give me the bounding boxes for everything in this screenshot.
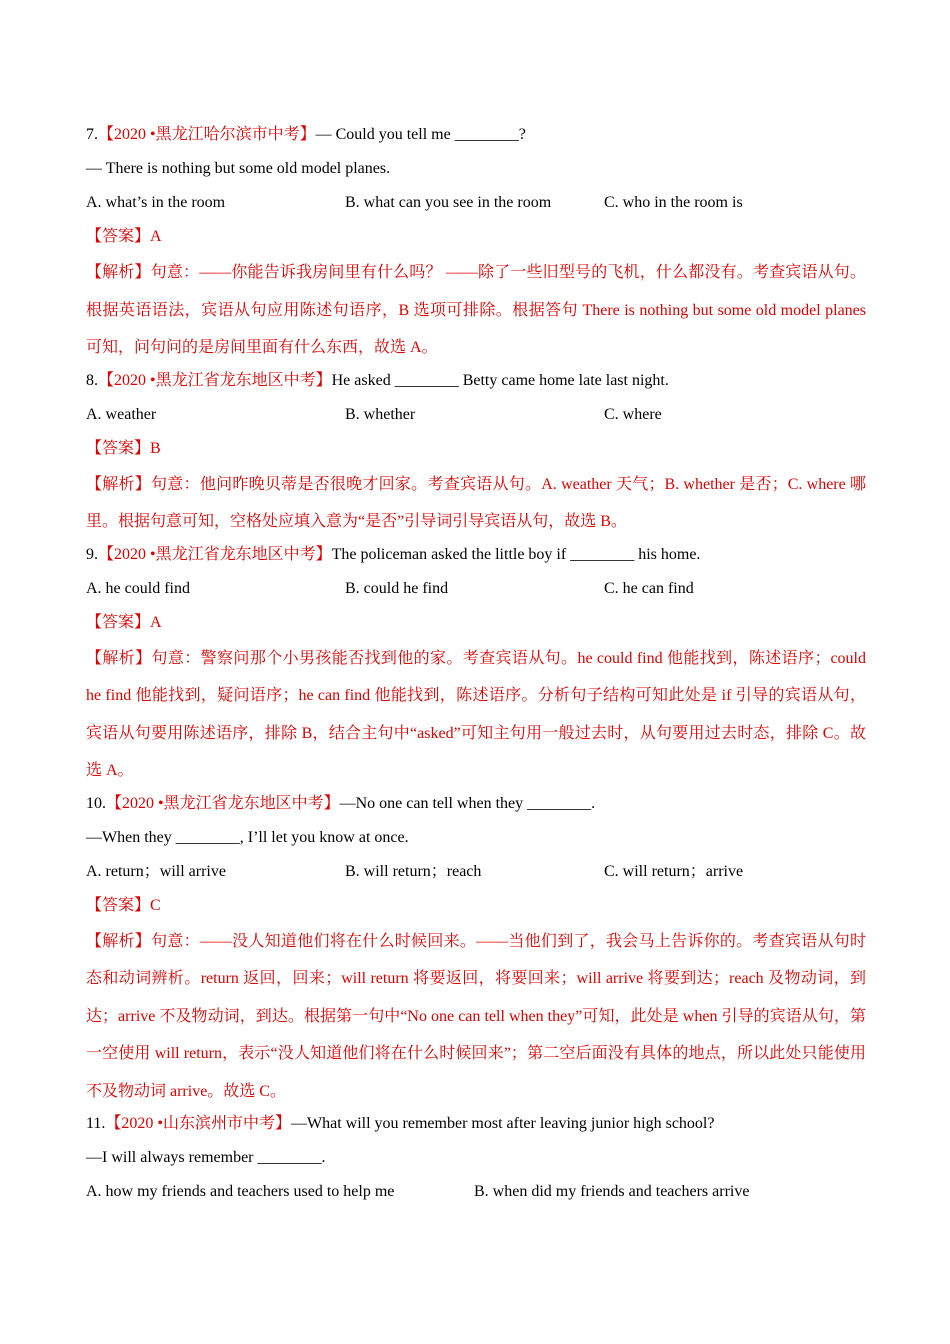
source-tag: 【2020 •山东滨州市中考】 [105,1115,292,1132]
question-stem: The policeman asked the little boy if ________ his home. [331,545,701,563]
analysis: 【解析】句意：——没人知道他们将在什么时候回来。——当他们到了，我会马上告诉你的。考查宾语从句时态和动词辨析。return 返回，回来；will return 将要返回，将要回来；will arrive 将要到达；reach 及物动词，到达；arrive 不及物动词，到达。根据第一句中“No one can tell when they”可知，此处是 when 引导的宾语从句，第一空使用 will return，表示“没人知道他们将在什么时候回来”；第二空后面没有具体的地点，所以此处只能使用不及物动词 arrive。故选 C。 [86,932,866,1100]
question-number: 11. [86,1115,106,1132]
option-a: A. how my friends and teachers used to help me [86,1183,395,1200]
question-9 [86,538,866,572]
dialogue-line: —When they ________, I’ll let you know at once. [86,828,409,846]
answer: 【答案】A [86,228,162,245]
analysis: 【解析】句意：警察问那个小男孩能否找到他的家。考查宾语从句。he could find 他能找到，陈述语序；could he find 他能找到，疑问语序；he can find 他能找到，陈述语序。分析句子结构可知此处是 if 引导的宾语从句，宾语从句要用陈述语序，排除 B，结合主句中“asked”可知主句用一般过去时，从句要用过去时态，排除 C。故选 A。 [86,649,866,779]
answer: 【答案】A [86,613,162,631]
option-a: A. weather [86,405,157,423]
question-number: 8. [86,371,98,389]
dialogue-line: — There is nothing but some old model planes. [86,160,391,177]
question-number: 10. [86,794,106,812]
document-page [86,118,866,1209]
question-number: 7. [86,126,98,143]
question-stem: He asked ________ Betty came home late last night. [331,371,669,389]
source-tag: 【2020 •黑龙江省龙东地区中考】 [98,545,332,563]
options-row [86,186,866,220]
question-11 [86,1107,866,1141]
option-b: B. will return；reach [345,862,482,880]
option-c: C. who in the room is [604,194,743,211]
option-b: B. when did my friends and teachers arrive [474,1183,750,1200]
analysis: 【解析】句意：——你能告诉我房间里有什么吗？ ——除了一些旧型号的飞机，什么都没有。考查宾语从句。根据英语语法，宾语从句应用陈述句语序，B 选项可排除。根据答句 There is nothing but some old model planes 可知，问句问的是房间里面有什么东西，故选 A。 [86,264,866,356]
question-10 [86,787,866,821]
answer: 【答案】C [86,896,161,914]
options-row [86,855,866,889]
option-c: C. where [604,405,662,423]
question-stem: — Could you tell me ________? [315,126,526,143]
option-a: A. return；will arrive [86,862,226,880]
option-b: B. could he find [345,579,449,597]
source-tag: 【2020 •黑龙江哈尔滨市中考】 [98,126,316,143]
question-7 [86,118,866,152]
option-c: C. he can find [604,579,694,597]
question-stem: —No one can tell when they ________. [339,794,596,812]
options-row [86,1175,866,1209]
question-8 [86,364,866,398]
option-a: A. what’s in the room [86,194,226,211]
analysis: 【解析】句意：他问昨晚贝蒂是否很晚才回家。考查宾语从句。A. weather 天气；B. whether 是否；C. where 哪里。根据句意可知，空格处应填入意为“是否”引导词引导宾语从句，故选 B。 [86,475,866,530]
source-tag: 【2020 •黑龙江省龙东地区中考】 [106,794,340,812]
answer: 【答案】B [86,439,161,457]
dialogue-line: —I will always remember ________. [86,1149,326,1166]
option-b: B. what can you see in the room [345,194,552,211]
option-c: C. will return；arrive [604,862,744,880]
source-tag: 【2020 •黑龙江省龙东地区中考】 [98,371,332,389]
option-a: A. he could find [86,579,190,597]
question-stem: —What will you remember most after leaving junior high school? [291,1115,715,1132]
question-number: 9. [86,545,98,563]
option-b: B. whether [345,405,416,423]
options-row [86,398,866,432]
options-row [86,572,866,606]
